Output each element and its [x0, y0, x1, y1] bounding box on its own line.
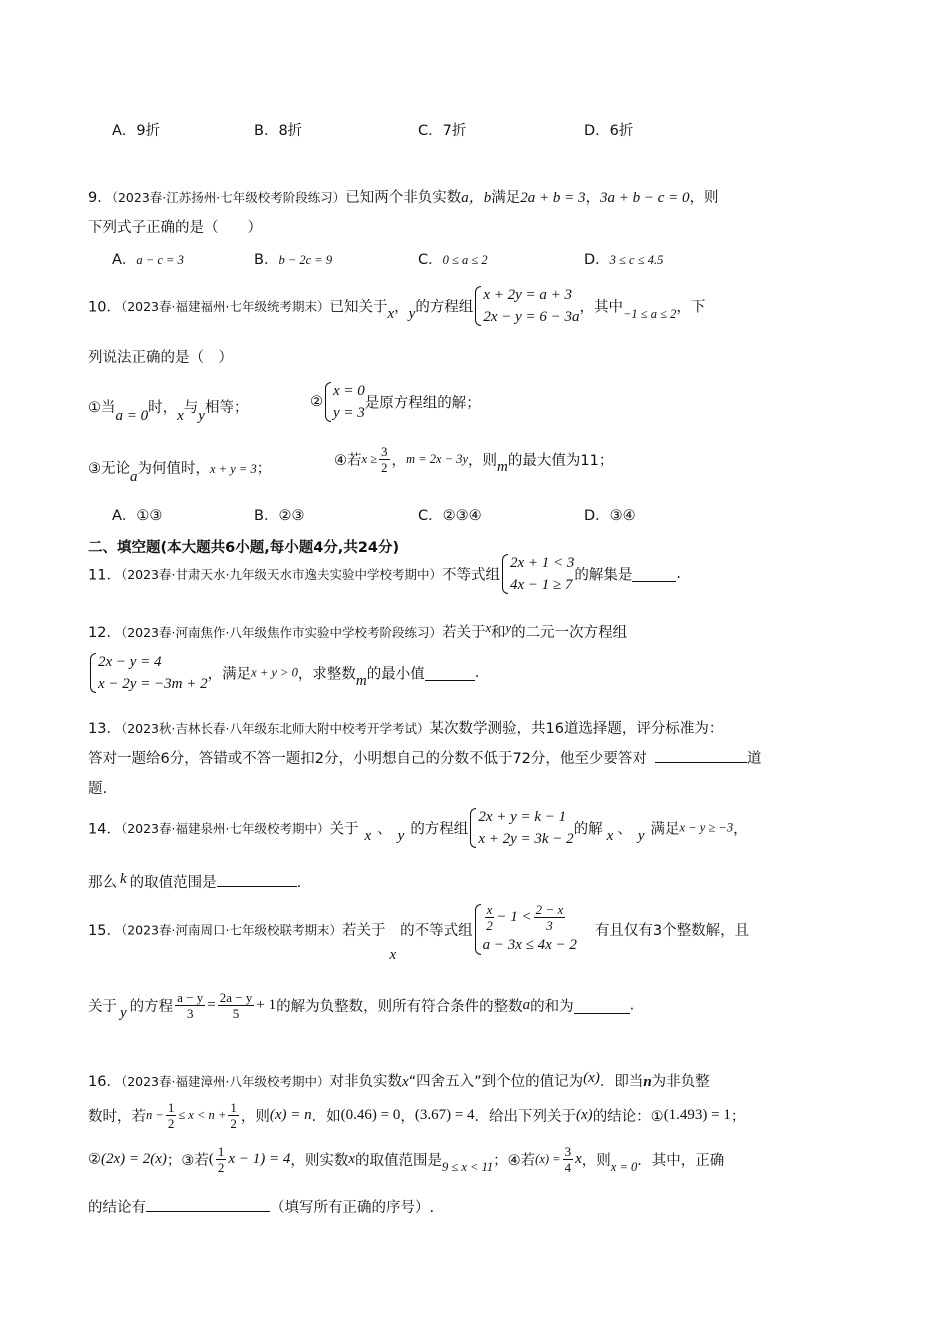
fraction-denominator: 2 — [486, 918, 493, 933]
answer-blank[interactable] — [574, 998, 630, 1014]
q13-number: 13． — [88, 721, 121, 737]
q16-text: ．即当 — [599, 1074, 644, 1090]
q16-text: 数时，若 — [88, 1109, 146, 1125]
q16-symbol: (x) — [576, 1107, 593, 1123]
q15-x: x — [389, 947, 397, 963]
q10-line1 — [88, 284, 705, 328]
equals-sign: = — [207, 997, 216, 1013]
q14-text: ， — [733, 821, 748, 838]
fraction-numerator: 1 — [167, 1100, 175, 1115]
q16-x: x — [401, 1074, 409, 1090]
q16-text: 的结论：① — [592, 1109, 664, 1125]
q16-math: (3.67) = 4 — [414, 1107, 475, 1123]
q16-text: ，则 — [581, 1153, 611, 1169]
q12-m: m — [355, 672, 367, 689]
fraction-denominator: 2 — [381, 460, 388, 475]
system-row: 4x − 1 ≥ 7 — [509, 577, 573, 593]
fraction-numerator: 3 — [564, 1144, 572, 1159]
option-label: C． — [418, 252, 443, 268]
q9-text: 满足 — [491, 190, 521, 206]
q8-option-d: D．6折 — [584, 123, 634, 139]
q12-x: x — [485, 621, 492, 635]
statement-text: 为何值时， — [137, 461, 210, 477]
q11-text: 不等式组 — [441, 567, 500, 584]
q16-text: ．其中，正确 — [637, 1153, 725, 1169]
q15-math: + 1 — [256, 997, 277, 1013]
statement-text: ， — [391, 453, 407, 469]
q16-n: n — [643, 1074, 652, 1090]
system-row: x = 0 — [333, 383, 365, 399]
q11-inequality-system — [500, 552, 574, 596]
q13-line2 — [88, 747, 761, 768]
statement-math: a = 0 — [115, 408, 149, 424]
q15-source: （2023春·河南周口·七年级校联考期末） — [120, 922, 342, 938]
statement-math: x ≥ — [361, 452, 378, 466]
option-math: b − 2c = 9 — [278, 253, 333, 267]
q12-equation-system — [88, 651, 208, 695]
q13-source: （2023秋·吉林长春·八年级东北师大附中校考开学考试） — [120, 721, 430, 736]
q16-text: 的取值范围是 — [355, 1153, 442, 1169]
a-minus-y-over-3 — [175, 990, 205, 1021]
q15-text: 的方程 — [129, 999, 174, 1015]
option-math: a − c = 3 — [136, 253, 184, 267]
three-quarters-fraction — [563, 1144, 574, 1175]
q14-text: 满足 — [650, 821, 680, 838]
system-row: 2x − y = 6 − 3a — [483, 309, 580, 325]
fraction-denominator: 4 — [564, 1160, 572, 1175]
q10-condition: −1 ≤ a ≤ 2 — [623, 307, 677, 321]
answer-blank[interactable] — [655, 747, 747, 763]
system-row: 2x + 1 < 3 — [509, 555, 575, 571]
q11-number: 11． — [88, 567, 121, 584]
q16-math: ( — [208, 1151, 214, 1167]
fraction-numerator: a − y — [177, 990, 204, 1005]
q10-statement-1 — [88, 396, 249, 424]
q9-eq2: 3a + b − c = 0 — [600, 190, 690, 206]
statement-math: x — [177, 408, 184, 424]
q10-y: y — [408, 306, 416, 322]
q9-vars: a，b — [461, 190, 492, 206]
q16-line1 — [88, 1070, 710, 1091]
statement-math: m = 2x − 3y — [406, 452, 469, 466]
q16-math: x = 0 — [610, 1160, 638, 1174]
q12-line2 — [88, 651, 479, 695]
q10-source: （2023春·福建福州·七年级统考期末） — [120, 299, 330, 314]
q10-number: 10． — [88, 299, 121, 316]
q9-line1 — [88, 186, 719, 207]
q16-text: ， — [400, 1109, 415, 1125]
q16-line4 — [88, 1196, 434, 1217]
q10-solution-system — [323, 380, 365, 424]
half-fraction — [166, 1100, 177, 1131]
q12-text: . — [474, 665, 480, 681]
q9-text: ，则 — [689, 190, 719, 206]
q10-text: 的方程组 — [415, 299, 474, 316]
statement-text: ④若 — [334, 453, 362, 469]
q14-source: （2023春·福建泉州·七年级校考期中） — [120, 821, 330, 836]
q10-line2: 列说法正确的是（ ） — [88, 350, 233, 366]
q11-text: . — [676, 566, 681, 582]
q16-source: （2023春·福建漳州·八年级校考期中） — [120, 1074, 330, 1089]
q15-text: 关于 — [88, 999, 117, 1015]
q14-text: 的方程组 — [410, 821, 469, 838]
statement-text: 与 — [183, 400, 199, 416]
q15-text: 的解为负整数，则所有符合条件的整数 — [276, 999, 523, 1015]
q13-line3: 题. — [88, 781, 108, 797]
q10-text: ，下 — [676, 299, 706, 316]
q16-symbol: (x) — [583, 1070, 600, 1086]
q12-text: 若关于 — [441, 625, 486, 641]
statement-math: a — [130, 469, 138, 485]
q14-text: 的取值范围是 — [129, 875, 217, 891]
q16-math: (x) = n — [269, 1107, 312, 1123]
q15-text: 的和为 — [530, 999, 574, 1015]
q16-math: (x) = — [535, 1152, 561, 1166]
q14-equation-system — [468, 806, 573, 850]
q16-text: ； — [730, 1109, 746, 1125]
system-row: 2x + y = k − 1 — [478, 809, 567, 825]
q16-text: 对非负实数 — [329, 1074, 402, 1090]
q8-option-c: C．7折 — [418, 123, 467, 139]
q14-line2 — [88, 871, 301, 892]
option-math: 0 ≤ a ≤ 2 — [442, 253, 488, 267]
q16-math: (2x) = 2(x) — [101, 1151, 167, 1167]
fraction-denominator: 2 — [167, 1116, 175, 1131]
q14-text: 那么 — [88, 875, 117, 891]
q10-option-a: A．①③ — [112, 508, 163, 524]
q15-y: y — [120, 1005, 127, 1021]
statement-text: ，则 — [468, 453, 498, 469]
q14-number: 14． — [88, 821, 121, 838]
q16-text: ．给出下列关于 — [474, 1109, 577, 1125]
answer-blank[interactable] — [146, 1196, 270, 1212]
q16-number: 16． — [88, 1074, 121, 1090]
q12-text: 和 — [491, 625, 506, 641]
q14-x: x — [364, 828, 372, 844]
q16-text: ；④若 — [493, 1153, 536, 1169]
q10-equation-system — [473, 284, 579, 328]
q10-option-d: D．③④ — [584, 508, 636, 524]
system-row: 2x − y = 4 — [98, 654, 162, 670]
q9-number: 9． — [88, 190, 112, 206]
q13-line1 — [88, 717, 723, 738]
q10-option-c: C．②③④ — [418, 508, 482, 524]
fraction-numerator: 1 — [217, 1144, 225, 1159]
q11-source: （2023春·甘肃天水·九年级天水市逸夫实验中学校考期中） — [120, 567, 442, 582]
q15-number: 15． — [88, 923, 121, 939]
system-text: − 1 < — [496, 908, 532, 925]
option-label: B． — [254, 252, 279, 268]
q15-text: 的不等式组 — [400, 923, 473, 939]
statement-text: ② — [310, 394, 323, 410]
q14-y: y — [397, 828, 405, 844]
statement-text: 是原方程组的解； — [364, 395, 481, 412]
q11-text: 的解集是 — [574, 567, 633, 584]
system-row: y = 3 — [333, 405, 365, 421]
three-halves-fraction — [379, 444, 390, 475]
half-fraction — [216, 1144, 227, 1175]
fraction-denominator: 2 — [230, 1116, 237, 1131]
q10-text: 已知关于 — [329, 299, 388, 316]
q16-math: (0.46) = 0 — [340, 1107, 401, 1123]
q12-line1 — [88, 621, 627, 642]
answer-blank[interactable] — [632, 566, 676, 582]
q12-text: ，求整数 — [297, 666, 356, 683]
q10-x: x — [387, 306, 395, 322]
q16-text: “四舍五入”到个位的值记为 — [408, 1074, 584, 1090]
q16-text: ② — [88, 1151, 101, 1168]
q16-math: 9 ≤ x < 11 — [442, 1160, 494, 1174]
q9-text: ， — [585, 190, 601, 206]
option-label: A． — [112, 252, 137, 268]
q16-text: ．如 — [311, 1109, 341, 1125]
q16-text: ，则实数 — [290, 1153, 349, 1169]
q15-text: . — [629, 997, 635, 1014]
q16-text: ；③若 — [166, 1153, 209, 1169]
q10-statement-2 — [310, 380, 481, 424]
2a-minus-y-over-5 — [218, 990, 255, 1021]
q16-x: x — [575, 1151, 582, 1167]
q14-text: 、 — [617, 821, 632, 838]
statement-text: 相等； — [204, 400, 249, 416]
fraction-denominator: 2 — [217, 1160, 225, 1175]
q9-source: （2023春·江苏扬州·七年级校考阶段练习） — [111, 190, 346, 205]
fraction-numerator: 1 — [230, 1100, 237, 1115]
statement-text: ③无论 — [88, 461, 130, 477]
q14-text: 的解 — [573, 821, 603, 838]
system-row: x + 2y = 3k − 2 — [478, 831, 574, 847]
q16-text: ，则 — [240, 1109, 270, 1125]
q13-text: 某次数学测验，共16道选择题，评分标准为： — [429, 721, 724, 737]
fraction-denominator: 5 — [232, 1006, 240, 1021]
q16-math: ≤ x < n + — [178, 1108, 227, 1122]
q10-option-b: B．②③ — [254, 508, 305, 524]
q13-text: 道 — [746, 751, 762, 767]
q12-text: 的最小值 — [366, 666, 425, 683]
fraction-denominator: 3 — [546, 918, 553, 933]
q15-line1 — [88, 902, 750, 963]
q15-inequality-system — [473, 902, 577, 957]
statement-math: m — [497, 459, 508, 475]
option-math: 3 ≤ c ≤ 4.5 — [609, 253, 664, 267]
q10-statement-4 — [334, 444, 613, 475]
q14-line1 — [88, 806, 748, 850]
fraction-numerator: 2 − x — [535, 902, 564, 917]
statement-math: y — [198, 408, 205, 424]
q16-text: 的结论有 — [88, 1200, 146, 1216]
q9-line2: 下列式子正确的是（ ） — [88, 220, 262, 236]
section-heading: 二、填空题(本大题共6小题,每小题4分,共24分) — [88, 540, 400, 556]
q14-x: x — [606, 828, 614, 844]
q16-line2 — [88, 1100, 745, 1131]
q9-eq1: 2a + b = 3 — [520, 190, 586, 206]
q9-option-c — [418, 248, 488, 269]
q12-text: ，满足 — [207, 666, 252, 683]
system-row: x + 2y = a + 3 — [483, 287, 572, 303]
q8-option-a: A．9折 — [112, 123, 161, 139]
option-label: D． — [584, 252, 610, 268]
answer-blank[interactable] — [425, 665, 475, 681]
statement-text: ； — [256, 461, 272, 477]
q14-text: 、 — [377, 821, 392, 838]
q12-number: 12． — [88, 625, 121, 641]
q10-text: ，其中 — [579, 299, 623, 316]
q16-text: 为非负整 — [651, 1074, 710, 1090]
q8-option-b: B．8折 — [254, 123, 303, 139]
q9-option-b — [254, 248, 332, 269]
q14-text: . — [296, 875, 302, 891]
q13-text: 答对一题给6分，答错或不答一题扣2分，小明想自己的分数不低于72分，他至少要答对 — [88, 751, 647, 767]
system-row — [483, 902, 568, 933]
statement-text: 的最大值为11； — [507, 453, 614, 469]
q15-a: a — [522, 997, 531, 1013]
system-row: x − 2y = −3m + 2 — [98, 676, 208, 692]
q12-condition: x + y > 0 — [251, 665, 298, 680]
q9-option-a — [112, 248, 184, 269]
q12-text: 的二元一次方程组 — [511, 625, 628, 641]
fraction-numerator: 3 — [381, 444, 388, 459]
statement-math: x + y = 3 — [210, 462, 257, 476]
q10-text: ， — [394, 299, 409, 316]
q16-math: n − — [146, 1108, 164, 1122]
q9-option-d — [584, 248, 663, 269]
q16-line3 — [88, 1144, 724, 1175]
q12-y: y — [505, 621, 512, 635]
q16-math: x − 1) = 4 — [228, 1151, 291, 1167]
fraction-denominator: 3 — [186, 1006, 194, 1021]
q14-k: k — [120, 871, 127, 887]
q14-text: 关于 — [329, 821, 359, 838]
x-over-2 — [485, 902, 495, 933]
q15-text: 若关于 — [341, 923, 386, 939]
q15-text: 有且仅有3个整数解，且 — [594, 923, 750, 939]
system-row: a − 3x ≤ 4x − 2 — [482, 937, 577, 953]
answer-blank[interactable] — [217, 871, 297, 887]
q14-y: y — [637, 828, 645, 844]
q12-source: （2023春·河南焦作·八年级焦作市实验中学校考阶段练习） — [120, 625, 442, 640]
fraction-numerator: x — [486, 902, 493, 917]
q11-line — [88, 552, 681, 596]
fraction-numerator: 2a − y — [219, 990, 253, 1005]
statement-text: 时， — [148, 400, 178, 416]
q16-x: x — [348, 1151, 355, 1167]
q15-line2 — [88, 990, 634, 1021]
q10-statement-3 — [88, 457, 272, 485]
q16-text: （填写所有正确的序号）. — [270, 1200, 435, 1216]
q9-text: 已知两个非负实数 — [345, 190, 462, 206]
q16-math: (1.493) = 1 — [663, 1107, 731, 1123]
statement-text: ①当 — [88, 400, 116, 416]
q14-condition: x − y ≥ −3 — [679, 820, 734, 835]
2-minus-x-over-3 — [534, 902, 566, 933]
half-fraction — [228, 1100, 239, 1131]
